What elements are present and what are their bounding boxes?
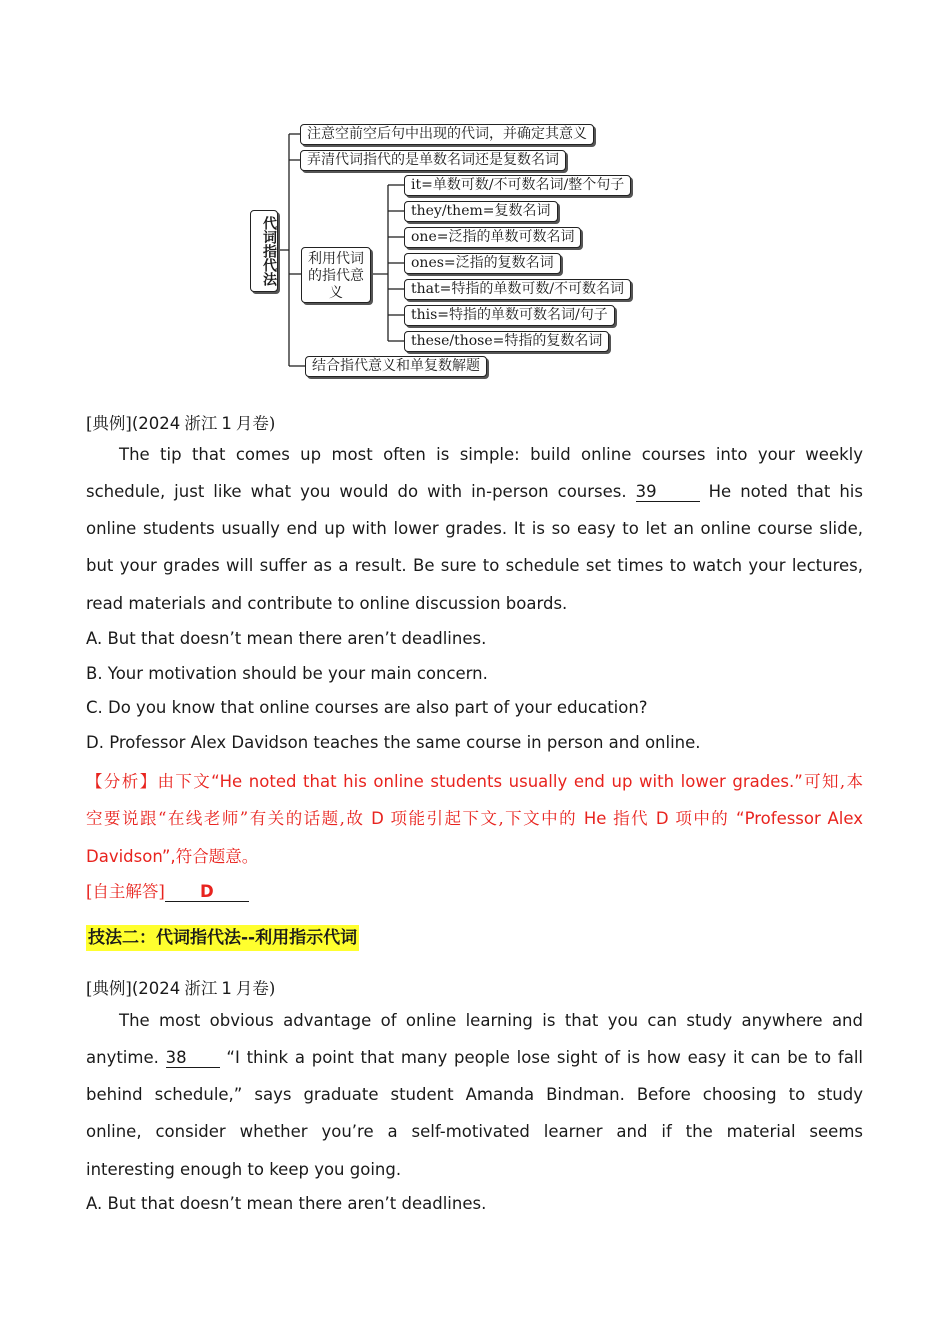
diagram-branch-4: 结合指代意义和单复数解题 <box>305 356 487 377</box>
analysis-line-2: 空要说跟“在线老师”有关的话题,故 D 项能引起下文,下文中的 He 指代 D 项中的 “Professor Alex <box>86 809 864 828</box>
diagram-branch-1: 注意空前空后句中出现的代词，并确定其意义 <box>300 124 594 145</box>
diagram-sub-item: one=泛指的单数可数名词 <box>404 227 581 248</box>
example-2-option-a: A. But that doesn’t mean there aren’t deadlines. <box>86 1194 487 1213</box>
example-1-label: [典例](2024 浙江 1 月卷) <box>86 414 276 433</box>
diagram-sub-item: these/those=特指的复数名词 <box>404 331 609 352</box>
example-2-line-2: anytime. 38 “I think a point that many people lose sight of is how easy it can be to fall <box>86 1048 863 1067</box>
example-1-line-4: but your grades will suffer as a result. Be sure to schedule set times to watch your lectures, <box>86 556 863 575</box>
example-1-line-5: read materials and contribute to online discussion boards. <box>86 594 568 613</box>
option-a: A. But that doesn’t mean there aren’t deadlines. <box>86 629 487 648</box>
option-b: B. Your motivation should be your main concern. <box>86 664 488 683</box>
diagram-sub-item: they/them=复数名词 <box>404 201 558 222</box>
diagram-sub-item: ones=泛指的复数名词 <box>404 253 561 274</box>
diagram-branch-3 <box>301 247 371 303</box>
diagram-sub-item: this=特指的单数可数名词/句子 <box>404 305 615 326</box>
diagram-branch-2: 弄清代词指代的是单数名词还是复数名词 <box>300 150 566 171</box>
example-2-label: [典例](2024 浙江 1 月卷) <box>86 979 276 998</box>
option-d: D. Professor Alex Davidson teaches the same course in person and online. <box>86 733 701 752</box>
section-heading: 技法二：代词指代法--利用指示代词 <box>86 925 359 951</box>
example-1-line-3: online students usually end up with lower grades. It is so easy to let an online course slide, <box>86 519 863 538</box>
example-2-line-4: online, consider whether you’re a self-motivated learner and if the material seems <box>86 1122 863 1141</box>
diagram-sub-item: it=单数可数/不可数名词/整个句子 <box>404 175 631 196</box>
analysis-line-1: 【分析】由下文“He noted that his online students usually end up with lower grades.”可知,本 <box>86 772 863 791</box>
example-2-line-1: The most obvious advantage of online learning is that you can study anywhere and <box>119 1011 863 1030</box>
diagram-branch-3-label: 利用代词的指代意义 <box>308 251 364 301</box>
diagram-sub-item: that=特指的单数可数/不可数名词 <box>404 279 631 300</box>
analysis-line-3: Davidson”,符合题意。 <box>86 847 259 866</box>
example-1-line-2: schedule, just like what you would do with in-person courses. 39 He noted that his <box>86 482 863 501</box>
example-1-line-1: The tip that comes up most often is simple: build online courses into your weekly <box>119 445 863 464</box>
answer-blank: 38 <box>166 1049 220 1068</box>
self-answer-value: D <box>165 883 249 902</box>
answer-blank: 39 <box>636 483 700 502</box>
self-answer: [自主解答] D <box>86 878 863 902</box>
example-2-line-5: interesting enough to keep you going. <box>86 1160 402 1179</box>
option-c: C. Do you know that online courses are also part of your education? <box>86 698 648 717</box>
diagram-root-node: 代词指代法 <box>250 210 278 292</box>
example-2-line-3: behind schedule,” says graduate student Amanda Bindman. Before choosing to study <box>86 1085 863 1104</box>
